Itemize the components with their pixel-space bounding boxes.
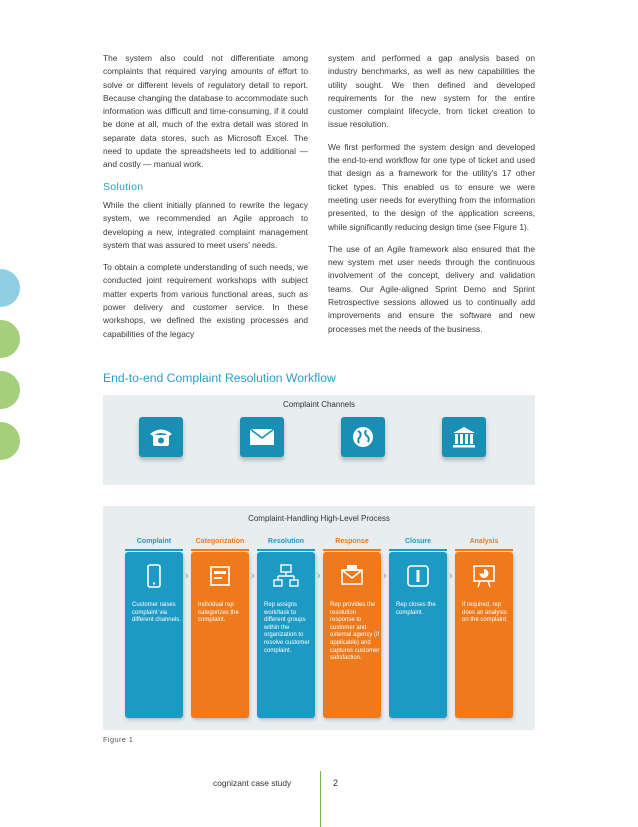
side-dot-3 bbox=[0, 371, 20, 409]
mail-icon bbox=[240, 417, 284, 457]
figure-title: End-to-end Complaint Resolution Workflow bbox=[103, 371, 336, 385]
step-card-response bbox=[323, 552, 381, 718]
step-head-resolution: Resolution bbox=[267, 538, 305, 545]
right-column bbox=[328, 52, 535, 345]
step-head-response: Response bbox=[335, 538, 369, 545]
network-icon bbox=[272, 562, 300, 590]
step-text-resolution: Rep assigns work/task to different groups within the organization to resolve customer complaint. bbox=[264, 602, 310, 654]
side-dot-2 bbox=[0, 320, 20, 358]
left-column bbox=[103, 52, 308, 350]
step-card-closure bbox=[389, 552, 447, 718]
chevron-right-icon: › bbox=[449, 570, 453, 582]
step-card-resolution bbox=[257, 552, 315, 718]
step-rule bbox=[389, 549, 447, 551]
chevron-right-icon: › bbox=[383, 570, 387, 582]
chevron-right-icon: › bbox=[317, 570, 321, 582]
step-text-response: Rep provides the resolution response to customer and external agency (if applicable) and captures customer satisfaction. bbox=[330, 602, 380, 662]
process-panel bbox=[103, 506, 535, 730]
step-text-analysis: If required, rep does an analysis on the complaint. bbox=[462, 602, 508, 624]
complaint-channels-panel bbox=[103, 395, 535, 485]
step-text-complaint: Customer raises complaint via different channels. bbox=[132, 602, 181, 624]
step-rule bbox=[125, 549, 183, 551]
presentation-icon bbox=[470, 562, 498, 590]
form-icon bbox=[206, 562, 234, 590]
power-icon bbox=[404, 562, 432, 590]
step-rule bbox=[191, 549, 249, 551]
right-paragraph-2: We first performed the system design and developed the end-to-end workflow for one type of ticket and used that design as a framework for the utility's 17 other ticket types. This enabled us to ensure we were meeting user needs for everything from the information presented, to the design of the application screens, while significantly reducing design time (see Figure 1). bbox=[328, 141, 535, 232]
step-card-categorization bbox=[191, 552, 249, 718]
left-paragraph-2: While the client initially planned to rewrite the legacy system, we recommended an Agile approach to developing a new, integrated complaint management system that was assured to meet users' needs. bbox=[103, 199, 308, 250]
phone-icon bbox=[139, 417, 183, 457]
chevron-right-icon: › bbox=[251, 570, 255, 582]
step-head-closure: Closure bbox=[404, 538, 432, 545]
step-head-analysis: Analysis bbox=[469, 538, 499, 545]
channels-label: Complaint Channels bbox=[282, 400, 356, 409]
footer-brand: cognizant case study bbox=[213, 778, 292, 788]
process-label: Complaint-Handling High-Level Process bbox=[248, 514, 390, 523]
left-paragraph-1: The system also could not differentiate among complaints that required varying amounts of effort to solve or different levels of regulatory detail to report. Because changing the database to accommodate such information was difficult and time-consuming, if it could be done at all, much of the extra detail was stored in separate data stores, such as Microsoft Excel. The need to update the spreadsheets led to additional — and costly — manual work. bbox=[103, 53, 308, 170]
step-head-categorization: Categorization bbox=[195, 538, 245, 545]
step-rule bbox=[257, 549, 315, 551]
step-rule bbox=[323, 549, 381, 551]
step-head-complaint: Complaint bbox=[136, 538, 172, 545]
bank-icon bbox=[442, 417, 486, 457]
globe-icon bbox=[341, 417, 385, 457]
step-text-categorization: Individual rep categorizes the complaint. bbox=[198, 602, 239, 624]
step-text-closure: Rep closes the complaint. bbox=[396, 602, 436, 616]
figure-caption: Figure 1 bbox=[103, 735, 134, 744]
page-number: 2 bbox=[333, 778, 339, 788]
mobile-icon bbox=[140, 562, 168, 590]
chevron-right-icon: › bbox=[185, 570, 189, 582]
footer-divider bbox=[320, 771, 321, 827]
side-dot-4 bbox=[0, 422, 20, 460]
right-paragraph-1: system and performed a gap analysis based on industry benchmarks, as well as new capabilities the utility sought. We then defined and developed requirements for the new system for the entire customer complaint lifecycle, from ticket creation to issue resolution. bbox=[328, 53, 535, 130]
solution-heading: Solution bbox=[103, 180, 144, 193]
side-dot-1 bbox=[0, 269, 20, 307]
right-paragraph-3: The use of an Agile framework also ensured that the new system met user needs through the continuous involvement of the concept, delivery and validation teams. Our Agile-aligned Sprint Demo and Sprint Retrospective sessions allowed us to continually add improvements and ensure the software and new processes met the needs of the business. bbox=[328, 243, 535, 334]
step-card-complaint bbox=[125, 552, 183, 718]
step-rule bbox=[455, 549, 513, 551]
envelope-icon bbox=[338, 562, 366, 590]
step-card-analysis bbox=[455, 552, 513, 718]
left-paragraph-3: To obtain a complete understanding of such needs, we conducted joint requirement workshops with subject matter experts from various functional areas, such as power delivery and customer service. In these workshops, we defined the existing processes and capabilities of the legacy bbox=[103, 262, 308, 339]
